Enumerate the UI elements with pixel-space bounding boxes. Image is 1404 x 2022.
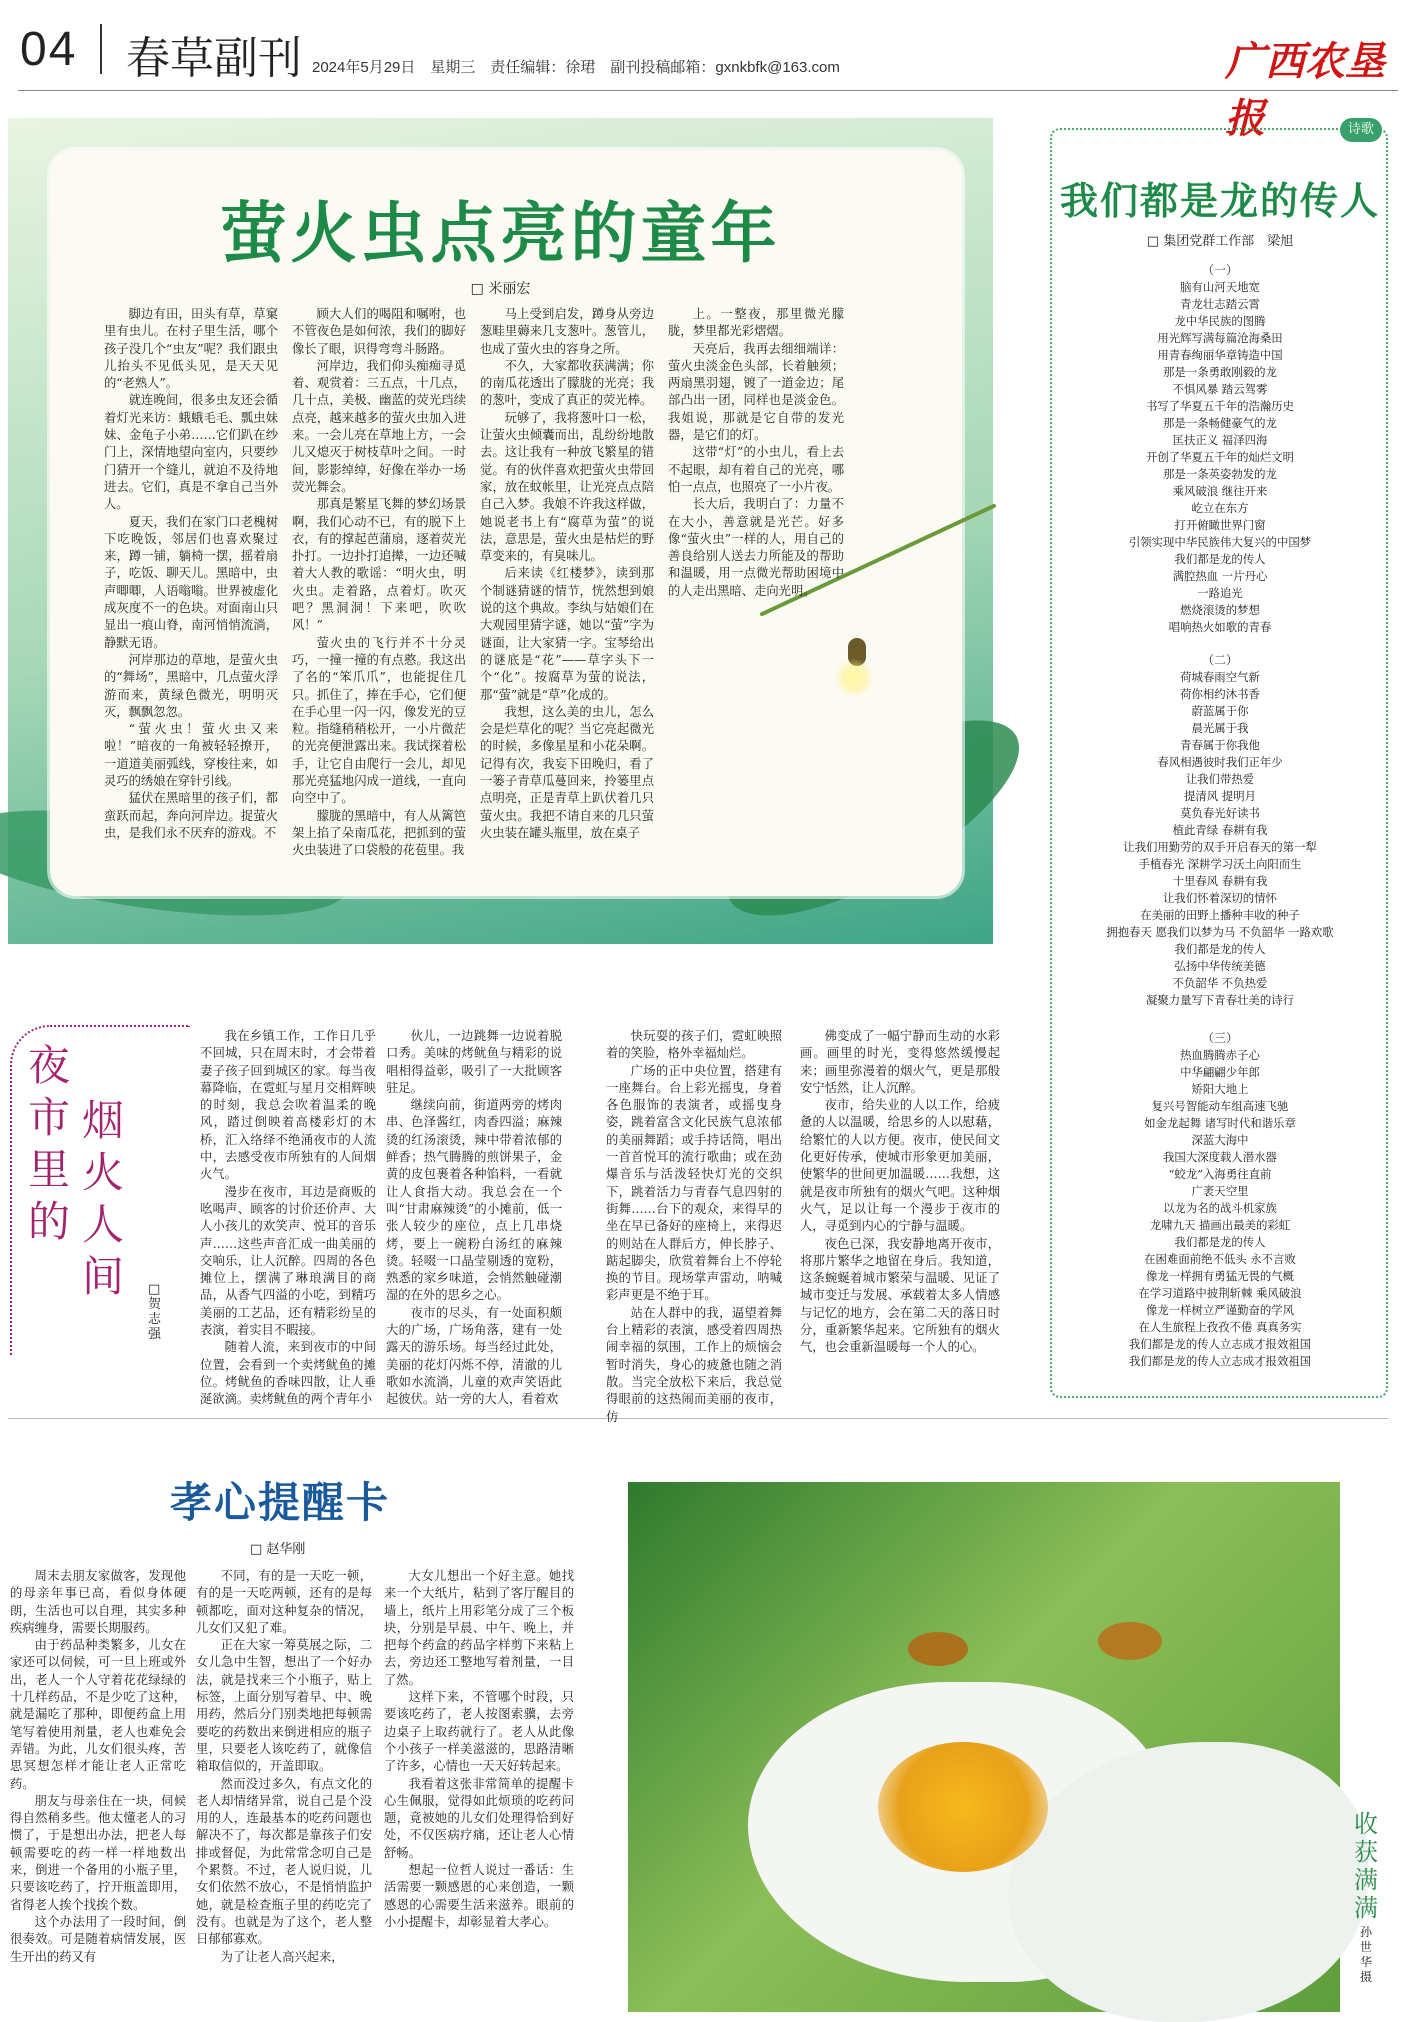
poem-line: 如金龙起舞 诸写时代和谐乐章 (1144, 1116, 1296, 1130)
stanza-number: （三） (1201, 1031, 1238, 1045)
article-author: □ 贺志强 (148, 1282, 162, 1342)
article-paragraph: 朦胧的黑暗中，有人从篱笆架上掐了朵南瓜花，把抓到的萤火虫装进了口袋般的花苞里。我 (292, 808, 466, 858)
poem-line: 龙啸九天 描画出最美的彩虹 (1149, 1218, 1291, 1232)
article-paragraph: 河岸那边的草地，是萤火虫的“舞场”，黑暗中，几点萤火浮游而来，黄绿色微光，明明灭灭，飘飘忽忽。 (104, 652, 278, 719)
poem-line: 青春属于你我他 (1180, 738, 1260, 752)
header-rule (18, 90, 1398, 91)
poem-line: 我们都是龙的传人 (1174, 942, 1266, 956)
section-title: 春草副刊 (126, 33, 302, 84)
poem-line: 满腔热血 一片丹心 (1172, 569, 1268, 583)
article-paragraph: 河岸边，我们仰头痴痴寻觅着、观赏着：三五点，十几点，几十点，美极、幽蓝的荧光珰续点亮，越来越多的萤火虫加入进来。一会儿亮在草地上方，一会儿又熄灭于树枝草叶之间。一时间，影影绰绰，好像在举办一场荧光舞会。 (292, 358, 466, 494)
article-paragraph: 天亮后，我再去细细端详：萤火虫淡金色头部，长着触须；两扇黑羽翅，镀了一道金边；尾部凸出一团，同样也是淡金色。我姐说，那就是它自带的发光器，是它们的灯。 (668, 341, 844, 443)
poem-line: 春风相遇彼时我们正年少 (1157, 755, 1283, 769)
poem-title: 我们都是龙的传人 (1060, 178, 1381, 223)
article-paragraph: 不久，大家都收获满满；你的南瓜花透出了朦胧的光亮；我的葱叶，变成了真正的荧光棒。 (480, 358, 654, 408)
page-number: 04 (20, 23, 78, 76)
article-column (196, 1568, 372, 2008)
poem-line: 一路追光 (1197, 586, 1243, 600)
poem-line: 我们都是龙的传人立志成才报效祖国 (1128, 1337, 1312, 1351)
article-paragraph: 快玩耍的孩子们，霓虹映照着的笑脸，格外幸福灿烂。 (606, 1029, 782, 1061)
poem-line: 中华翩翩少年郎 (1180, 1065, 1260, 1079)
article-title: 孝心提醒卡 (170, 1478, 391, 1527)
article-paragraph: 后来读《红楼梦》，读到那个制谜猜谜的情节，恍然想到娘说的这个典故。李纨与姑娘们在大观园里猜字谜，她以“萤”字为谜面，让大家猜一字。宝琴给出的谜底是“花”——草字头下一个“化”。按腐草为萤的说法，那“萤”就是“草”化成的。 (480, 566, 654, 702)
article-column (200, 1028, 376, 1407)
poem-line: 在美丽的田野上播种丰收的种子 (1140, 908, 1300, 922)
article-paragraph: 随着人流，来到夜市的中间位置，会看到一个卖烤鱿鱼的摊位。烤鱿鱼的香味四散，让人垂涎欲滴。卖烤鱿鱼的两个青年小 (200, 1340, 376, 1407)
poem-line: 在困难面前绝不低头 永不言败 (1144, 1252, 1296, 1266)
article-paragraph: 就连晚间，很多虫友还会循着灯光来访：蛾蛾毛毛、瓢虫妹妹、金龟子小弟……它们趴在纱门上，深情地望向室内，只要纱门猜开一个缝儿，就迫不及待地进去。它们，真是不拿自己当外人。 (104, 393, 278, 512)
poem-line: 植此青绿 春耕有我 (1172, 823, 1268, 837)
poem-line: 那是一条勇敢刚毅的龙 (1163, 365, 1277, 379)
article-column (10, 1568, 186, 2008)
poem-line: 荷你相约沐书香 (1180, 687, 1260, 701)
poem-line: 我们都是龙的传人 (1174, 1235, 1266, 1249)
article-paragraph: 佛变成了一幅宁静而生动的水彩画。画里的时光，变得悠然缓慢起来；画里弥漫着的烟火气，更是那般安宁恬然，让人沉醉。 (800, 1029, 1000, 1095)
stanza-number: （一） (1201, 263, 1238, 277)
poem-line: 书写了华夏五千年的浩瀚历史 (1145, 399, 1295, 413)
article-paragraph: 正在大家一筹莫展之际，二女儿急中生智，想出了一个好办法，就是找来三个小瓶子，贴上标签，上面分别写着早、中、晚用药，然后分门别类地把每顿需要吃的药数出来倒进相应的瓶子里，只要老人该吃药了，就像信箱取信似的，开盖即取。 (196, 1638, 372, 1774)
article-paragraph: 由于药品种类繁多，儿女在家还可以伺候，可一旦上班或外出，老人一个人守着花花绿绿的十几样药品，不是少吃了这种，就是漏吃了那种，即便药盒上用笔写着使用剂量，老人也难免会弄错。为此，儿女们很头疼，苦思冥想怎样才能让老人正常吃药。 (10, 1638, 186, 1791)
article-column (386, 1028, 562, 1407)
poem-line: 像龙一样拥有勇猛无畏的气概 (1145, 1269, 1295, 1283)
article-paragraph: 马上受到启发，蹲身从旁边葱畦里薅来几支葱叶。葱管儿，也成了萤火虫的容身之所。 (480, 307, 654, 356)
article-column (668, 306, 844, 876)
article-column (480, 306, 654, 876)
article-column (384, 1568, 574, 2008)
poem-stanza (1060, 1030, 1380, 1370)
article-paragraph: 玩够了，我将葱叶口一松，让萤火虫倾囊而出，乱纷纷地散去。这让我有一种放飞繁星的错觉。有的伙伴喜欢把萤火虫带回家，放在蚊帐里，让光亮点点陪自己入梦。我娘不许我这样做，她说老书上有“腐草为萤”的说法，意思是，萤火虫是枯烂的野草变来的，有臭味儿。 (480, 410, 654, 564)
article-paragraph: 那真是繁星飞舞的梦幻场景啊，我们心动不已，有的脱下上衣，有的撑起芭蒲扇，逐着荧光扑打。一边扑打追撵，一边还喊着大人教的歌谣：“明火虫，明火虫。走着路，点着灯。吹灭吧？黑洞洞！下来吧，吹吹风！” (292, 497, 466, 633)
article-title-part: 烟火人间 (82, 1096, 125, 1301)
article-paragraph: 猛伏在黑暗里的孩子们，都蛮跃而起，奔向河岸边。捉萤火虫，是我们永不厌弃的游戏。不 (104, 791, 278, 840)
article-author: □ 赵华刚 (250, 1542, 306, 1557)
article-paragraph: 广场的正中央位置，搭建有一座舞台。台上彩光摇曳，身着各色服饰的表演者，或摇曳身姿，跳着富含文化民族气息浓郁的美丽舞蹈；或手持话筒，唱出一首首悦耳的流行歌曲；或在劲爆音乐与活泼轻快灯光的交织下，跳着活力与青春气息四射的街舞……台下的观众，来得早的坐在早已备好的座椅上，来得迟的则站在人群后方，伸长脖子、踮起脚尖，欣赏着舞台上不停轮换的节目。现场掌声雷动，呐喊彩声更是不绝于耳。 (606, 1063, 782, 1303)
article-paragraph: 萤火虫的飞行并不十分灵巧，一撞一撞的有点憨。我这出了名的“笨爪爪”，也能捉住几只。抓住了，捧在手心，它们便在手心里一闪一闪，像发光的豆粒。指缝稍稍松开，一小片微茫的光亮便泄露出来。我试探着松手，让它自由爬行一会儿，却见那光亮猛地闪成一道线，一直向向空中了。 (292, 635, 466, 806)
poem-line: 乘风破浪 继往开来 (1172, 484, 1268, 498)
article-paragraph: 不同，有的是一天吃一顿，有的是一天吃两顿，还有的是每顿都吃，面对这种复杂的情况，儿女们又犯了难。 (196, 1569, 372, 1635)
poem-line: 以龙为名的战斗机家族 (1163, 1201, 1277, 1215)
article-paragraph: 我想，这么美的虫儿，怎么会是烂草化的呢？当它亮起微光的时候，多像星星和小花朵啊。记得有次，我妄下田晚归，看了一篓子青草瓜蔓回来，拎篓里点点明亮，正是青草上趴伏着几只萤火虫。我把不请自来的几只萤火虫装在罐头瓶里，放在桌子 (480, 704, 654, 840)
poem-line: 弘扬中华传统美德 (1174, 959, 1266, 973)
bee-icon (908, 1632, 968, 1666)
poem-stanza (1060, 652, 1380, 1009)
bee-icon (1098, 1622, 1162, 1660)
article-paragraph: 想起一位哲人说过一番话：生活需要一颗感恩的心来创造，一颗感恩的心需要生活来滋养。眼前的小小提醒卡，却彰显着大孝心。 (384, 1863, 574, 1929)
poem-tag: 诗歌 (1340, 118, 1382, 142)
feature-article (8, 118, 993, 944)
article-paragraph: 周末去朋友家做客，发现他的母亲年事已高，看似身体硬朗，生活也可以自理，其实多种疾病缠身，需要长期服药。 (10, 1569, 186, 1635)
poem-line: 那是一条畅健豪气的龙 (1163, 416, 1277, 430)
article-paragraph: 漫步在夜市，耳边是商贩的吆喝声、顾客的讨价还价声、大人小孩儿的欢笑声、悦耳的音乐声……这些声音汇成一曲美丽的交响乐，让人沉醉。四周的各色摊位上，摆满了琳琅满目的商品，从香气四溢的小吃，到精巧美丽的工艺品，还有精彩纷呈的表演，着实目不暇接。 (200, 1184, 376, 1338)
poem-line: 打开俯瞰世界门窗 (1174, 518, 1266, 532)
poem-line: 荷城春雨空气新 (1180, 670, 1260, 684)
poem-line: 在学习道路中披荆斩棘 乘风破浪 (1138, 1286, 1302, 1300)
poem-line: 脑有山河天地宽 (1180, 280, 1260, 294)
poem-line: 不负韶华 不负热爱 (1172, 976, 1268, 990)
article-column (606, 1028, 782, 1424)
poem-line: 热血腾腾赤子心 (1180, 1048, 1260, 1062)
poem-line: 我们都是龙的传人 (1174, 552, 1266, 566)
poem-line: 引领实现中华民族伟大复兴的中国梦 (1128, 535, 1312, 549)
poem-line: 像龙一样树立严谨勤奋的学风 (1145, 1303, 1295, 1317)
poem-line: 青龙壮志踏云霄 (1180, 297, 1260, 311)
article-paragraph: 夜色已深，我安静地离开夜市，将那片繁华之地留在身后。我知道，这条蜿蜒着城市繁荣与温暖、见证了城市变迁与发展、承载着太多人情感与记忆的地方，会在第二天的落日时分，重新繁华起来。它所独有的烟火气，也会重新温暖每一个人的心。 (800, 1236, 1000, 1355)
article-paragraph: 我看着这张非常简单的提醒卡心生佩服，觉得如此烦琐的吃药问题，竟被她的儿女们处理得恰到好处，不仅医病疗痛，还让老人心情舒畅。 (384, 1776, 574, 1860)
poem-line: 莫负春光好读书 (1180, 806, 1260, 820)
poem-line: 凝聚力量写下青春壮美的诗行 (1145, 993, 1295, 1007)
article-paragraph: 脚边有田，田头有草，草窠里有虫儿。在村子里生活，哪个孩子没几个“虫友”呢？我们跟虫儿抬头不见低头见，是天天见的“老熟人”。 (104, 307, 278, 391)
article-paragraph: 朋友与母亲住在一块，伺候得自然稍多些。他太懂老人的习惯了，于是想出办法，把老人每顿需要吃的药一样一样地数出来，倒进一个备用的小瓶子里，只要该吃药了，拧开瓶盖即用，省得老人挨个找挨个数。 (10, 1793, 186, 1912)
poem-line: 让我们带热爱 (1185, 772, 1255, 786)
poem-line: “蛟龙”入海勇往直前 (1168, 1167, 1272, 1181)
photo-bees-on-flower (628, 1482, 1340, 2012)
poem-line: 燃烧滚烫的梦想 (1180, 603, 1260, 617)
article-title-part: 夜市里的 (28, 1041, 71, 1246)
poem-line: 十里春风 春耕有我 (1172, 874, 1268, 888)
flower-stamen-shape (878, 1742, 1048, 1872)
article-paragraph: 然而没过多久，有点文化的老人却情绪异常，说自己是个没用的人，连最基本的吃药问题也解决不了，每次都是靠孩子们安排或督促，为此常常念叨自己是个累赘。不过，老人说归说，儿女们依然不放心，不是悄悄监护她，就是检查瓶子里的药吃完了没有。也就是为了这个，老人整日郁郁寡欢。 (196, 1776, 372, 1947)
article-paragraph: 上。一整夜，那里微光朦胧，梦里都光彩熠熠。 (668, 307, 844, 339)
poem-line: 提清风 提明月 (1184, 789, 1256, 803)
poem-line: 在人生旅程上孜孜不倦 真真务实 (1138, 1320, 1302, 1334)
article-paragraph: 长大后，我明白了：力量不在大小，善意就是光芒。好多像“萤火虫”一样的人，用自己的善良给别人送去力所能及的帮助和温暖，用一点微光帮助困境中的人走出黑暗、走向光明。 (668, 497, 844, 598)
poem-line: 不惧风暴 踏云驾雾 (1172, 382, 1268, 396)
article-paragraph: 为了让老人高兴起来， (220, 1949, 344, 1964)
article-paragraph: 这个办法用了一段时间，倒很奏效。可是随着病情发展，医生开出的药又有 (10, 1914, 186, 1964)
article-paragraph: 顾大人们的喝阻和嘱咐，也不管夜色是如何浓，我们的脚好像长了眼，识得弯弯斗肠路。 (292, 307, 466, 356)
poem-line: 用青春绚丽华章铸造中国 (1157, 348, 1283, 362)
poem-line: 拥抱春天 愿我们以梦为马 不负韶华 一路欢歌 (1106, 925, 1334, 939)
poem-stanza (1060, 262, 1380, 636)
article-column (104, 306, 278, 876)
article-paragraph: 大女儿想出一个好主意。她找来一个大纸片，粘到了客厅醒目的墙上，纸片上用彩笔分成了三个板块，分别是早晨、中午、晚上，并把每个药盒的药品字样剪下来粘上去，旁边还工整地写着剂量，一目了然。 (384, 1569, 574, 1687)
article-paragraph: 我在乡镇工作，工作日几乎不回城，只在周末时，才会带着妻子孩子回到城区的家。每当夜幕降临，在霓虹与星月交相辉映的时刻，我总会吹着温柔的晚风，踏过倒映着高楼彩灯的木桥，汇入络绎不绝涌夜市的人流中，去感受夜市所独有的人间烟火气。 (200, 1029, 376, 1182)
poem-line: 我们都是龙的传人立志成才报效祖国 (1128, 1354, 1312, 1368)
article-paragraph: 伙儿，一边跳舞一边说着脱口秀。美味的烤鱿鱼与精彩的说唱相得益彰，吸引了一大批顾客驻足。 (386, 1029, 562, 1095)
poem-line: 我国大深度载人潜水器 (1163, 1150, 1277, 1164)
poem-line: 让我们怀着深切的情怀 (1163, 891, 1277, 905)
article-paragraph: 夏天，我们在家门口老槐树下吃晚饭，邻居们也喜欢聚过来，蹲一铺，躺椅一摆，摇着扇子，吃饭、聊天儿。黑暗中，虫声唧唧，人语嗡嗡。世界被虚化成灰度不一的色块。对面南山只显出一痕山脊，南河悄悄流淌，静默无语。 (104, 514, 278, 650)
article-paragraph: “萤火虫！萤火虫又来啦！”暗夜的一角被轻轻撩开，一道道美丽弧线，穿梭往来，如灵巧的绣娘在穿针引线。 (104, 722, 278, 789)
poem-line: 那是一条英姿勃发的龙 (1163, 467, 1277, 481)
poem-line: 深蓝大海中 (1191, 1133, 1249, 1147)
poem-line: 矫阳大地上 (1191, 1082, 1249, 1096)
poem-author: □ 集团党群工作部 梁旭 (1146, 234, 1294, 249)
article-paragraph: 这带“灯”的小虫儿，看上去不起眼，却有着自己的光亮，哪怕一点点，也照亮了一小片夜。 (668, 445, 844, 494)
poem-line: 让我们用勤劳的双手开启春天的第一犁 (1123, 840, 1317, 854)
article-title: 萤火虫点亮的童年 (220, 194, 781, 272)
photo-caption: 收获满满 (1354, 1810, 1378, 1922)
poem-line: 复兴号智能动车组高速飞驰 (1151, 1099, 1289, 1113)
article-paragraph: 夜市，给失业的人以工作，给疲惫的人以温暖，给思乡的人以慰藉，给繁忙的人以方便。夜市，使民间文化更好传承，使城市形象更加美丽，使繁华的世间更加温暖……我想，这就是夜市所独有的烟火气吧。这种烟火气，足以让每一个漫步于夜市的人，寻觅到内心的宁静与温暖。 (800, 1098, 1000, 1234)
article-column (800, 1028, 1000, 1398)
article-paragraph: 继续向前，街道两旁的烤肉串、色泽酱红，肉香四溢；麻辣烫的红汤滚烫，辣中带着浓郁的鲜香；热气腾腾的煎饼果子，金黄的皮包裹着各种馅料，一看就让人食指大动。我总会在一个叫“甘肃麻辣烫”的小摊前，低一张人较少的座位，点上几串烧烤，要上一碗粉白汤红的麻辣烫。轻啜一口晶莹剔透的宽粉，熟悉的家乡味道，会悄然触碰潮湿的在外的思乡之心。 (386, 1098, 562, 1303)
photo-credit: 孙世华 摄 (1360, 1925, 1385, 1984)
poem-line: 龙中华民族的图腾 (1174, 314, 1266, 328)
poem-line: 晨光属于我 (1191, 721, 1249, 735)
article-paragraph: 站在人群中的我，逼望着舞台上精彩的表演，感受着四周热闹幸福的氛围，工作上的烦恼会暂时消失，身心的疲惫也随之消散。当完全放松下来后，我总觉得眼前的这热闹而美丽的夜市，仿 (606, 1305, 782, 1424)
poem-line: 匡扶正义 福泽四海 (1172, 433, 1268, 447)
poem-line: 开创了华夏五千年的灿烂文明 (1145, 450, 1295, 464)
article-column (292, 306, 466, 876)
header-meta: 2024年5月29日 星期三 责任编辑：徐珺 副刊投稿邮箱：gxnkbfk@163.com (312, 59, 840, 76)
article-paragraph: 夜市的尽头，有一处面积颇大的广场，广场角落，建有一处露天的游乐场。每当经过此处，美丽的花灯闪烁不停，清澈的儿歌如水流淌，儿童的欢声笑语此起彼伏。站一旁的大人，看着欢 (386, 1305, 562, 1407)
poem-line: 手植春光 深耕学习沃土向阳而生 (1138, 857, 1302, 871)
poem-line: 广袤天空里 (1191, 1184, 1249, 1198)
poem-line: 蔚蓝属于你 (1191, 704, 1249, 718)
article-paragraph: 这样下来，不管哪个时段，只要该吃药了，老人按图索骥，去旁边桌子上取药就行了。老人从此像个小孩子一样美滋滋的，思路清晰了许多，心情也一天天好转起来。 (384, 1690, 574, 1774)
poem-line: 用光辉写满每篇沧海桑田 (1157, 331, 1283, 345)
header-divider (100, 24, 102, 74)
poem-line: 唱响热火如歌的青春 (1168, 620, 1272, 634)
stanza-number: （二） (1201, 653, 1238, 667)
newspaper-logo: 广西农垦报 (1225, 38, 1385, 142)
article-author: □ 米丽宏 (470, 281, 531, 297)
poem-line: 屹立在东方 (1191, 501, 1249, 515)
